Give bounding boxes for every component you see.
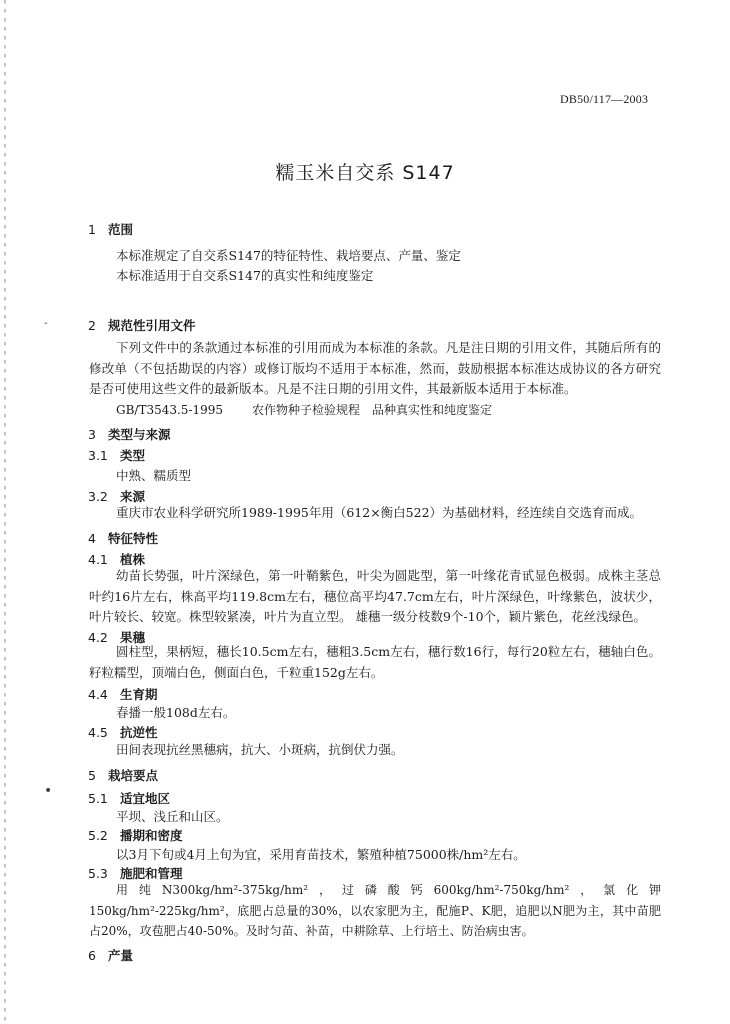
section-title: 特征特性 (108, 531, 159, 546)
section-2-heading (88, 316, 196, 334)
paragraph: 用纯N300kg/hm²-375kg/hm²，过磷酸钙600kg/hm²-750kg/hm²，氯化钾150kg/hm²-225kg/hm²，底肥占总量的30%，以农家肥为主，配施P、K肥，追肥以N肥为主，其中苗肥占20%，攻苞肥占40-50%。及时匀苗、补苗，中耕除草、上行培土、防治病虫害。 (89, 883, 661, 938)
subsection-number: 5.3 (88, 866, 108, 881)
section-number: 2 (88, 318, 96, 333)
paragraph-line: 本标准规定了自交系S147的特征特性、栽培要点、产量、鉴定 (116, 248, 461, 263)
paragraph: 下列文件中的条款通过本标准的引用而成为本标准的条款。凡是注日期的引用文件，其随后所有的修改单（不包括勘误的内容）或修订版均不适用于本标准，然而，鼓励根据本标准达成协议的各方研究是否可使用这些文件的最新版本。凡是不注日期的引用文件，其最新版本适用于本标准。 (89, 340, 661, 396)
section-title: 规范性引用文件 (108, 318, 196, 333)
subsection-number: 4.4 (88, 687, 108, 702)
section-5-heading (88, 766, 158, 784)
scan-mark: - (44, 318, 48, 329)
normative-reference (116, 401, 492, 418)
section-number: 1 (88, 222, 96, 237)
section-number: 4 (88, 531, 96, 546)
scan-mark: • (44, 783, 53, 799)
subsection-title: 来源 (120, 489, 146, 504)
section-3-heading (88, 425, 171, 443)
section-title: 产量 (108, 948, 134, 963)
subsection-title: 果穗 (120, 630, 146, 645)
paragraph: 圆柱型，果柄短，穗长10.5cm左右，穗粗3.5cm左右，穗行数16行，每行20粒左右，穗轴白色。籽粒糯型，顶端白色，侧面白色，千粒重152g左右。 (89, 644, 661, 680)
paragraph: 幼苗长势强，叶片深绿色，第一叶鞘紫色，叶尖为圆匙型，第一叶缘花青甙显色极弱。成株主茎总叶约16片左右，株高平均119.8cm左右，穗位高平均47.7cm左右，叶片深绿色，叶缘紫色，波状少，叶片较长、较宽。株型较紧凑，叶片为直立型。 雄穗一级分枝数9个-10个，颖片紫色，花丝浅绿色。 (89, 568, 661, 624)
subsection-number: 4.5 (88, 725, 108, 740)
subsection-number: 4.1 (88, 552, 108, 567)
subsection-number: 3.1 (88, 448, 108, 463)
subsection-title: 类型 (120, 448, 146, 463)
reference-title: 农作物种子检验规程 品种真实性和纯度鉴定 (252, 403, 493, 417)
subsection-number: 4.2 (88, 630, 108, 645)
section-title: 类型与来源 (108, 427, 171, 442)
paragraph-line: 本标准适用于自交系S147的真实性和纯度鉴定 (116, 268, 374, 283)
paragraph: 中熟、糯质型 (116, 468, 192, 483)
section-number: 3 (88, 427, 96, 442)
section-number: 5 (88, 768, 96, 783)
subsection-title: 施肥和管理 (120, 866, 183, 881)
section-number: 6 (88, 948, 96, 963)
paragraph: 以3月下旬或4月上旬为宜，采用育苗技术，繁殖种植75000株/hm²左右。 (116, 847, 526, 862)
document-title: 糯玉米自交系 S147 (275, 162, 455, 184)
subsection-title: 适宜地区 (120, 791, 171, 806)
subsection-3-1-heading (88, 446, 145, 464)
paragraph: 重庆市农业科学研究所1989-1995年用（612×衡白522）为基础材料，经连续自交选育而成。 (116, 505, 643, 520)
paragraph: 田间表现抗丝黑穗病，抗大、小斑病，抗倒伏力强。 (116, 742, 404, 757)
subsection-4-4-heading (88, 685, 158, 703)
subsection-5-1-heading (88, 789, 170, 807)
subsection-number: 5.1 (88, 791, 108, 806)
section-title: 栽培要点 (108, 768, 159, 783)
subsection-title: 抗逆性 (120, 725, 158, 740)
subsection-title: 生育期 (120, 687, 158, 702)
paragraph: 春播一般108d左右。 (116, 705, 236, 720)
subsection-4-5-heading (88, 723, 158, 741)
subsection-number: 3.2 (88, 489, 108, 504)
document-number: DB50/117—2003 (560, 92, 649, 106)
paragraph: 平坝、浅丘和山区。 (116, 809, 229, 824)
section-1-heading (88, 220, 133, 238)
section-6-heading (88, 946, 133, 964)
reference-code: GB/T3543.5-1995 (116, 403, 224, 417)
section-4-heading (88, 529, 158, 547)
section-title: 范围 (108, 222, 134, 237)
subsection-number: 5.2 (88, 828, 108, 843)
subsection-title: 播期和密度 (120, 828, 183, 843)
subsection-5-2-heading (88, 826, 183, 844)
subsection-title: 植株 (120, 552, 146, 567)
scan-edge-dots (4, 0, 6, 1024)
